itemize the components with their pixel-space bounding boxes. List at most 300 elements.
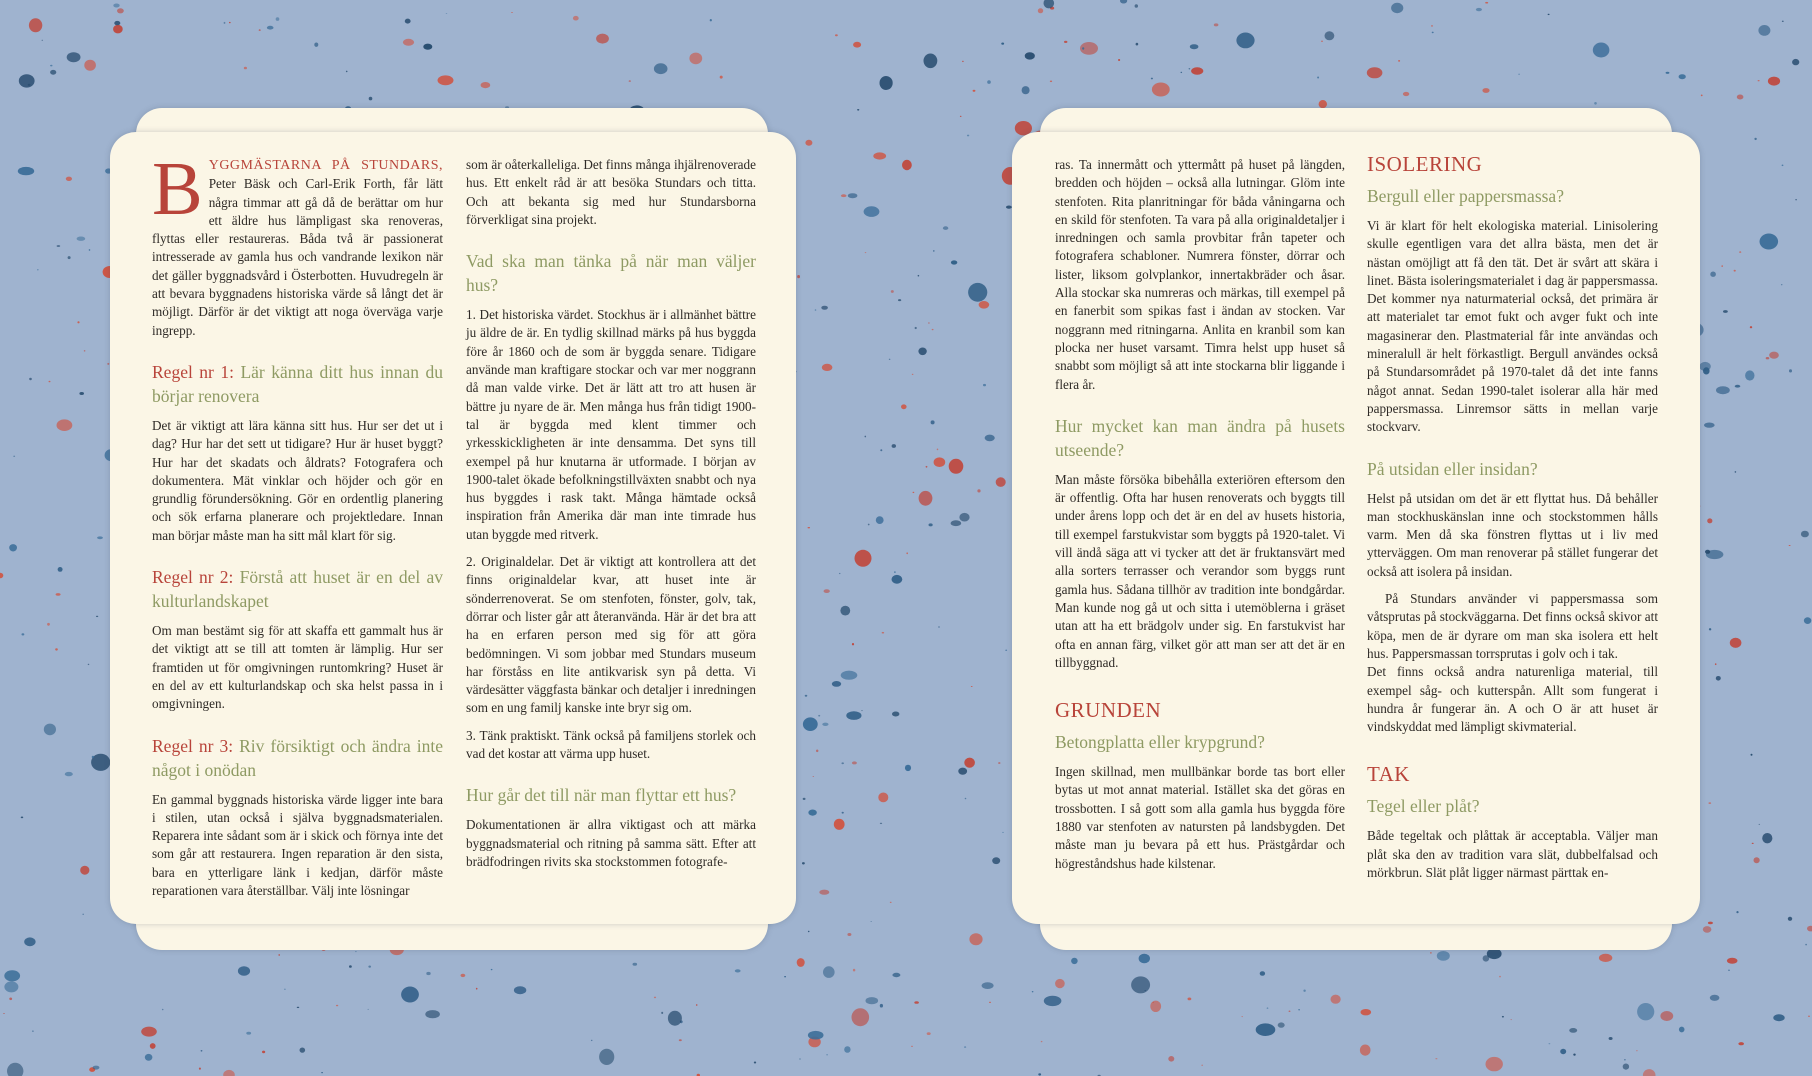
- paint-speckle: [855, 550, 872, 567]
- paint-speckle: [808, 810, 816, 816]
- paint-speckle: [314, 43, 318, 47]
- paint-speckle: [57, 245, 61, 247]
- paint-speckle: [892, 712, 899, 717]
- paint-speckle: [959, 513, 969, 522]
- paint-speckle: [835, 34, 838, 36]
- paint-speckle: [1435, 1058, 1437, 1059]
- paint-speckle: [596, 34, 609, 44]
- paint-speckle: [803, 798, 806, 800]
- paragraph: På Stundars använder vi pappersmassa som våtsprutas på stockväggarna. Det finns också skivor att köpa, men de är dyrare om man ska isolera ett helt hus. Pappersmassan torrsprutas i golv och i tak.: [1367, 591, 1658, 661]
- paint-speckle: [1188, 998, 1192, 1001]
- paint-speckle: [808, 931, 810, 932]
- subheading-move-house: Hur går det till när man flyttar ett hus?: [466, 785, 737, 806]
- paint-speckle: [1135, 4, 1138, 8]
- paragraph: 2. Originaldelar. Det är viktigt att kontrollera att det finns originaldelar kvar, att huset inte är sönderrenoverat. Se om stenfoten, fönster, golv, tak, dörrar och lister går att återanvända. Här är det bra att ha en erfaren person med sig för att göra bedömningen. Vi som jobbar med Stundars museum har förståss en lite antikvarisk syn på detta. Vi värdesätter väggfasta bänkar och detaljer i inredningen som en ung familj kanske inte bryr sig om.: [466, 554, 756, 716]
- paint-speckle: [1437, 951, 1450, 961]
- right-column-1: [1055, 156, 1345, 873]
- paint-speckle: [22, 633, 25, 635]
- paint-speckle: [426, 972, 430, 975]
- paint-speckle: [3, 1013, 5, 1014]
- subheading-choose-house: Vad ska man tänka på när man väljer hus?: [466, 251, 756, 296]
- paint-speckle: [599, 1049, 614, 1065]
- paint-speckle: [1739, 251, 1741, 252]
- paint-speckle: [4, 981, 18, 992]
- paint-speckle: [114, 21, 120, 25]
- paint-speckle: [840, 606, 850, 616]
- paint-speckle: [964, 1046, 966, 1047]
- paint-speckle: [1317, 77, 1319, 79]
- paint-speckle: [1131, 976, 1150, 993]
- paint-speckle: [892, 973, 900, 977]
- paint-speckle: [224, 22, 226, 24]
- paint-speckle: [1485, 2, 1488, 4]
- paint-speckle: [891, 290, 894, 293]
- paint-speckle: [9, 998, 12, 1001]
- paint-speckle: [822, 723, 828, 726]
- paint-speckle: [401, 987, 419, 1003]
- paint-speckle: [924, 54, 938, 69]
- paint-speckle: [50, 70, 56, 75]
- paint-speckle: [985, 435, 995, 442]
- paint-speckle: [1666, 72, 1670, 74]
- rule-3-text: En gammal byggnads historiska värde ligger inte bara i stilen, utan också i själva byggnadsmaterialen. Reparera inte sådant som är i skick och förnya inte det som går att restaurera. Ingen reparation är den sista, bara en ytterligare länk i kedjan, därför måste reparationen vara återställbar. Välj inte lösningar: [152, 791, 443, 899]
- paint-speckle: [229, 22, 231, 23]
- paint-speckle: [1782, 165, 1784, 167]
- paint-speckle: [55, 648, 58, 650]
- paint-speckle: [982, 982, 994, 989]
- paint-speckle: [1548, 14, 1550, 15]
- paint-speckle: [1150, 1001, 1161, 1012]
- paint-speckle: [1609, 1037, 1613, 1040]
- paint-speckle: [1705, 550, 1710, 554]
- paint-speckle: [797, 275, 800, 278]
- paint-speckle: [929, 523, 933, 526]
- paint-speckle: [96, 616, 98, 617]
- paint-speckle: [1190, 44, 1199, 49]
- subheading-insulation: Bergull eller pappersmassa?: [1367, 186, 1564, 206]
- paint-speckle: [1701, 95, 1703, 97]
- paragraph: 3. Tänk praktiskt. Tänk också på familjens storlek och vad det kostar att värma upp huset.: [466, 727, 756, 762]
- paint-speckle: [668, 1011, 682, 1026]
- paint-speckle: [989, 1002, 991, 1003]
- paint-speckle: [1750, 326, 1752, 328]
- paint-speckle: [1708, 802, 1711, 804]
- paint-speckle: [906, 552, 908, 554]
- paint-speckle: [1398, 60, 1400, 62]
- paint-speckle: [591, 1040, 593, 1041]
- paint-speckle: [1704, 423, 1715, 428]
- paint-speckle: [89, 249, 91, 250]
- paint-speckle: [367, 1009, 369, 1010]
- paint-speckle: [1303, 990, 1305, 992]
- paint-speckle: [1735, 471, 1737, 473]
- paint-speckle: [841, 194, 847, 197]
- paint-speckle: [824, 589, 830, 593]
- paint-speckle: [1805, 944, 1807, 946]
- paint-speckle: [808, 527, 811, 528]
- paint-speckle: [7, 1063, 23, 1076]
- paint-speckle: [24, 937, 35, 946]
- paint-speckle: [1082, 47, 1084, 49]
- paint-speckle: [1736, 911, 1738, 913]
- paint-speckle: [1660, 1011, 1673, 1021]
- paint-speckle: [1773, 1014, 1784, 1021]
- paint-speckle: [965, 798, 967, 800]
- paint-speckle: [696, 1004, 698, 1006]
- paint-speckle: [821, 306, 828, 310]
- paint-speckle: [199, 1068, 201, 1070]
- paint-speckle: [1168, 1056, 1174, 1062]
- paint-speckle: [1518, 74, 1520, 75]
- subheading-change-exterior: Hur mycket kan man ändra på husets utseende?: [1055, 415, 1345, 460]
- paint-speckle: [1361, 1009, 1372, 1015]
- left-column-2: [466, 156, 756, 871]
- paint-speckle: [928, 323, 930, 324]
- subheading-roof: Tegel eller plåt?: [1367, 796, 1480, 817]
- paint-speckle: [852, 1008, 870, 1026]
- paint-speckle: [1679, 74, 1686, 79]
- paint-speckle: [368, 966, 371, 968]
- paint-speckle: [47, 623, 50, 626]
- paint-speckle: [1782, 21, 1784, 22]
- paint-speckle: [50, 65, 52, 67]
- paint-speckle: [297, 1007, 300, 1008]
- paint-speckle: [992, 857, 1000, 864]
- paint-speckle: [892, 444, 896, 448]
- paint-speckle: [1560, 1049, 1566, 1054]
- paint-speckle: [1038, 8, 1043, 13]
- paragraph: Dokumentationen är allra viktigast och att märka byggnadsmaterial och ritning på samma sätt. Efter att brädfodringen rivits ska stockstommen fotografe-: [466, 817, 756, 869]
- paint-speckle: [511, 12, 513, 13]
- intro-paragraph: [152, 147, 443, 340]
- paint-speckle: [65, 772, 73, 776]
- paint-speckle: [481, 82, 491, 88]
- rule-1-text: Det är viktigt att lära känna sitt hus. Hur ser det ut i dag? Hur har det sett ut tidigare? Hur är huset byggt? Hur har det skadats och åldrats? Fotografera och dokumentera. Mät vinklar och höjder och gör en grundlig förundersökning. Gör en ordentlig planering och sök erfarna planerare och projektledare. Innan man börjar måste man ha sitt mål klart för sig.: [152, 417, 443, 543]
- paint-speckle: [1502, 1016, 1504, 1018]
- paint-speckle: [1260, 971, 1265, 976]
- subheading-outside-inside: På utsidan eller insidan?: [1367, 458, 1538, 479]
- paint-speckle: [1709, 628, 1711, 630]
- paragraph: Helst på utsidan om det är ett flyttat hus. Då behåller man stockhuskänslan inne och stockstommen hålls varm. Men då ska fönstren flyttas ut i liv med ytterväggen. Om man renoverar på stället fungerar det också att isolera på insidan.: [1367, 490, 1658, 579]
- paint-speckle: [77, 321, 79, 323]
- paint-speckle: [1599, 954, 1612, 962]
- paint-speckle: [967, 135, 969, 137]
- paint-speckle: [661, 1012, 663, 1014]
- paint-speckle: [423, 44, 432, 50]
- paint-speckle: [802, 862, 805, 864]
- paint-speckle: [0, 573, 3, 579]
- paint-speckle: [1005, 650, 1007, 651]
- paint-speckle: [911, 1046, 913, 1047]
- paint-speckle: [865, 252, 867, 253]
- paint-speckle: [246, 1032, 251, 1035]
- paint-speckle: [1624, 1059, 1626, 1060]
- paint-speckle: [56, 593, 61, 596]
- paint-speckle: [754, 1062, 756, 1064]
- paint-speckle: [915, 327, 917, 329]
- paint-speckle: [77, 237, 86, 241]
- paint-speckle: [1002, 832, 1004, 833]
- paint-speckle: [1022, 86, 1030, 94]
- paint-speckle: [689, 53, 702, 65]
- paint-speckle: [446, 13, 448, 14]
- paint-speckle: [1482, 88, 1489, 93]
- paint-speckle: [1745, 370, 1754, 380]
- paint-speckle: [259, 29, 261, 31]
- paint-speckle: [1256, 1023, 1276, 1036]
- paint-speckle: [913, 492, 915, 493]
- paint-speckle: [1758, 25, 1770, 36]
- paint-speckle: [1754, 857, 1760, 863]
- paint-speckle: [901, 404, 907, 409]
- rule-2-title: Förstå att huset är en del av kulturlandskapet: [152, 567, 443, 612]
- paint-speckle: [9, 544, 17, 551]
- paint-speckle: [1792, 59, 1799, 65]
- paint-speckle: [1201, 1065, 1203, 1066]
- paint-speckle: [784, 976, 786, 977]
- paint-speckle: [964, 758, 975, 768]
- paint-speckle: [29, 378, 32, 380]
- paint-speckle: [1278, 1022, 1285, 1027]
- paint-speckle: [1738, 1042, 1744, 1045]
- paint-speckle: [1120, 0, 1127, 3]
- paint-speckle: [93, 1066, 100, 1070]
- paint-speckle: [19, 74, 35, 87]
- paint-speckle: [839, 573, 841, 574]
- paint-speckle: [1360, 1045, 1371, 1056]
- paint-speckle: [1699, 362, 1710, 371]
- paint-speckle: [1716, 386, 1730, 394]
- paint-speckle: [873, 152, 886, 159]
- paint-speckle: [1432, 32, 1434, 34]
- section-heading-isolering: ISOLERING: [1367, 152, 1483, 176]
- paint-speckle: [799, 1059, 801, 1060]
- paint-speckle: [278, 954, 280, 955]
- subheading-foundation: Betongplatta eller krypgrund?: [1055, 732, 1265, 753]
- paint-speckle: [369, 97, 373, 101]
- drop-cap: B: [152, 147, 203, 231]
- paint-speckle: [491, 969, 493, 970]
- paint-speckle: [32, 1031, 34, 1032]
- paint-speckle: [1569, 1028, 1577, 1033]
- paint-speckle: [633, 963, 638, 966]
- paragraph: Ingen skillnad, men mullbänkar borde tas bort eller bytas ut mot annat material. Istället ska det göras en trossbotten. I så gott som alla gamla hus byggda före 1880 var stenfoten av natursten på landsbygden. Det måste man ju bevara på ett hus. Prästgårdar och högreståndshus hade kilstenar.: [1055, 764, 1345, 871]
- paint-speckle: [425, 1010, 440, 1018]
- paint-speckle: [1734, 270, 1736, 272]
- paint-speckle: [355, 951, 357, 952]
- paint-speckle: [403, 39, 414, 46]
- rule-1-title: Lär känna ditt hus innan du börjar renovera: [152, 361, 443, 406]
- paint-speckle: [84, 60, 96, 71]
- paint-speckle: [876, 516, 884, 524]
- paint-speckle: [889, 359, 891, 360]
- paint-speckle: [1139, 954, 1150, 963]
- paint-speckle: [938, 626, 940, 627]
- paint-speckle: [949, 459, 964, 474]
- paint-speckle: [1728, 970, 1730, 971]
- paint-speckle: [244, 67, 247, 70]
- paint-speckle: [1766, 357, 1770, 359]
- paint-speckle: [868, 524, 870, 526]
- paint-speckle: [629, 80, 631, 81]
- paint-speckle: [21, 817, 24, 819]
- paint-speckle: [865, 436, 867, 438]
- paint-speckle: [1808, 1016, 1810, 1017]
- paint-speckle: [1707, 518, 1712, 523]
- paint-speckle: [1752, 843, 1754, 844]
- paint-speckle: [91, 754, 110, 771]
- paint-speckle: [1636, 1050, 1638, 1051]
- paint-speckle: [276, 17, 280, 21]
- paint-speckle: [1593, 43, 1610, 58]
- paint-speckle: [853, 969, 855, 972]
- rule-1-heading: [152, 360, 443, 408]
- paint-speckle: [1006, 206, 1012, 209]
- paint-speckle: [1762, 833, 1772, 843]
- paint-speckle: [1189, 68, 1191, 69]
- paint-speckle: [42, 40, 44, 41]
- paint-speckle: [349, 965, 352, 968]
- paint-speckle: [88, 664, 90, 665]
- paint-speckle: [1715, 663, 1717, 665]
- paint-speckle: [1298, 1009, 1300, 1010]
- paint-speckle: [1795, 199, 1797, 200]
- paint-speckle: [996, 477, 1006, 487]
- paint-speckle: [1118, 59, 1120, 61]
- paint-speckle: [880, 1004, 883, 1008]
- paint-speckle: [1055, 979, 1065, 988]
- paint-speckle: [80, 866, 89, 875]
- paint-speckle: [346, 71, 348, 73]
- paint-speckle: [79, 392, 84, 395]
- paint-speckle: [238, 966, 250, 976]
- paint-speckle: [919, 491, 933, 506]
- paint-speckle: [13, 456, 15, 457]
- paint-speckle: [92, 756, 94, 758]
- paint-speckle: [476, 988, 478, 990]
- paint-speckle: [1727, 958, 1738, 964]
- paint-speckle: [914, 1001, 919, 1004]
- paint-speckle: [813, 776, 815, 777]
- paint-speckle: [969, 933, 982, 945]
- paint-speckle: [1041, 1041, 1043, 1042]
- paint-speckle: [1431, 25, 1433, 27]
- section-heading-grunden: GRUNDEN: [1055, 698, 1162, 723]
- intro-text: Peter Bäsk och Carl-Erik Forth, får lätt några timmar att gå då de berättar om hur ett äldre hus lämpligast ska renoveras, flyttas eller restaureras. Båda två är passionerat intresserade av gamla hus och vandrande lexikon när det gäller byggnadsvård i Österbotten. Huvudregeln är att bevara byggnadens historiska värde så långt det är möjligt. Därför är det viktigt att noga överväga varje ingrepp.: [152, 176, 443, 338]
- paint-speckle: [958, 768, 967, 775]
- paint-speckle: [1807, 926, 1812, 932]
- paint-speckle: [66, 177, 72, 181]
- paint-speckle: [1331, 995, 1341, 1004]
- paint-speckle: [82, 914, 84, 915]
- paint-speckle: [37, 269, 39, 270]
- paint-speckle: [880, 823, 882, 824]
- paint-speckle: [67, 52, 81, 62]
- paint-speckle: [808, 1031, 824, 1040]
- paint-speckle: [852, 761, 857, 764]
- paint-speckle: [892, 575, 903, 584]
- paint-speckle: [1267, 1008, 1269, 1009]
- paint-speckle: [1367, 67, 1383, 78]
- paint-speckle: [1403, 92, 1409, 96]
- paint-speckle: [97, 536, 103, 539]
- paint-speckle: [1737, 95, 1744, 100]
- paint-speckle: [1071, 958, 1078, 964]
- paragraph: som är oåterkalleliga. Det finns många ihjälrenoverade hus. Ett enkelt råd är att besöka Stundars och titta. Och att bekanta sig med hur Stundarsborna förverkligat sina projekt.: [466, 157, 756, 227]
- paint-speckle: [1789, 369, 1792, 372]
- paint-speckle: [162, 1009, 164, 1011]
- paint-speckle: [864, 206, 880, 217]
- paint-speckle: [573, 16, 579, 21]
- paint-speckle: [847, 933, 851, 936]
- paint-speckle: [438, 75, 454, 85]
- paint-speckle: [1486, 1057, 1503, 1071]
- rule-2-text: Om man bestämt sig för att skaffa ett gammalt hus är det viktigt att se till att tomten är lämplig. Hur ser framtiden ut för omgivningen runtomkring? Huset är en del av ett kulturlandskap och ska helst passa in i omgivningen.: [152, 623, 443, 712]
- paint-speckle: [971, 686, 973, 687]
- paint-speckle: [1050, 81, 1052, 83]
- paint-speckle: [113, 25, 123, 34]
- paint-speckle: [842, 812, 844, 814]
- paint-speckle: [951, 520, 962, 526]
- paint-speckle: [1325, 31, 1335, 40]
- paint-speckle: [882, 632, 885, 634]
- paint-speckle: [58, 567, 63, 572]
- paint-speckle: [918, 348, 926, 356]
- paragraph: ras. Ta innermått och yttermått på huset på längden, bredden och höjden – också alla lutningar. Glöm inte stenfoten. Rita planritningar för båda våningarna och en skild för stenfoten. Ta vara på alla originaldetaljer i inredningen och samla provbitar från tapeter och fotografera schabloner. Numrera fönster, dörrar och lister, liksom golvplankor, innertakbräder och åsar. Alla stockar ska numreras och märkas, till exempel på en fanerbit som spikas fast i ändan av stocken. Var noggrann med ritningarna. Anlita en kranbil som kan plocka ner huset varsamt. Timra helst upp huset så snabbt som möjligt så att inte stockarna blir liggande i flera år.: [1055, 157, 1345, 392]
- paint-speckle: [818, 715, 820, 717]
- intro-lead: YGGMÄSTARNA PÅ STUNDARS,: [208, 158, 443, 173]
- paint-speckle: [960, 116, 962, 117]
- paint-speckle: [29, 18, 42, 32]
- paint-speckle: [819, 890, 829, 895]
- paint-speckle: [1781, 284, 1783, 285]
- paint-speckle: [1804, 617, 1811, 624]
- paint-speckle: [1623, 1064, 1629, 1070]
- paragraph: Vi är klart för helt ekologiska material. Linisolering skulle egentligen vara det allra bästa, men det är nästan omöjligt att få den tät. Det är svårt att skära i linet. Bästa isoleringsmaterialet i dag är pappersmassa. Det kommer nya naturmaterial också, det primära är att materialet tar emot fukt och avger fukt och inte magasinerar den. Plastmaterial får inte användas och mineralull är helt förkastligt. Bergull användes också på Stundarsområdet på 1970-talet då det inte fanns något annat. Sedan 1990-talet isolerar alla här med pappersmassa. Linremsor sätts in mellan varje stockvarv.: [1367, 218, 1658, 435]
- paint-speckle: [962, 61, 964, 62]
- paint-speckle: [150, 1043, 156, 1049]
- paint-speckle: [832, 681, 841, 687]
- paint-speckle: [1032, 991, 1034, 992]
- paint-speckle: [654, 997, 656, 999]
- paint-speckle: [1789, 545, 1791, 546]
- paint-speckle: [816, 750, 818, 753]
- paint-speckle: [951, 260, 957, 264]
- paint-speckle: [405, 19, 411, 24]
- right-column-2: [1367, 150, 1658, 882]
- paint-speckle: [931, 420, 935, 424]
- paint-speckle: [857, 109, 859, 111]
- paint-speckle: [1391, 3, 1403, 13]
- paint-speckle: [1025, 52, 1035, 59]
- rule-3-number: Regel nr 3:: [152, 735, 234, 756]
- paint-speckle: [878, 793, 888, 803]
- paint-speckle: [1152, 83, 1170, 97]
- paragraph: Både tegeltak och plåttak är acceptabla. Väljer man plåt ska den av tradition vara slät, dubbelfalsad och mörkbrun. Slät plåt ligger närmast pärttak en-: [1367, 828, 1658, 881]
- paint-speckle: [267, 26, 274, 30]
- paint-speckle: [735, 969, 741, 972]
- paint-speckle: [1321, 41, 1323, 42]
- paint-speckle: [1044, 996, 1062, 1006]
- paint-speckle: [113, 4, 119, 8]
- paint-speckle: [321, 1072, 323, 1073]
- paint-speckle: [1643, 1069, 1656, 1076]
- paint-speckle: [998, 762, 1000, 764]
- rule-3-heading: [152, 734, 443, 782]
- paint-speckle: [852, 643, 854, 645]
- paint-speckle: [1573, 1054, 1575, 1056]
- paint-speckle: [823, 966, 835, 978]
